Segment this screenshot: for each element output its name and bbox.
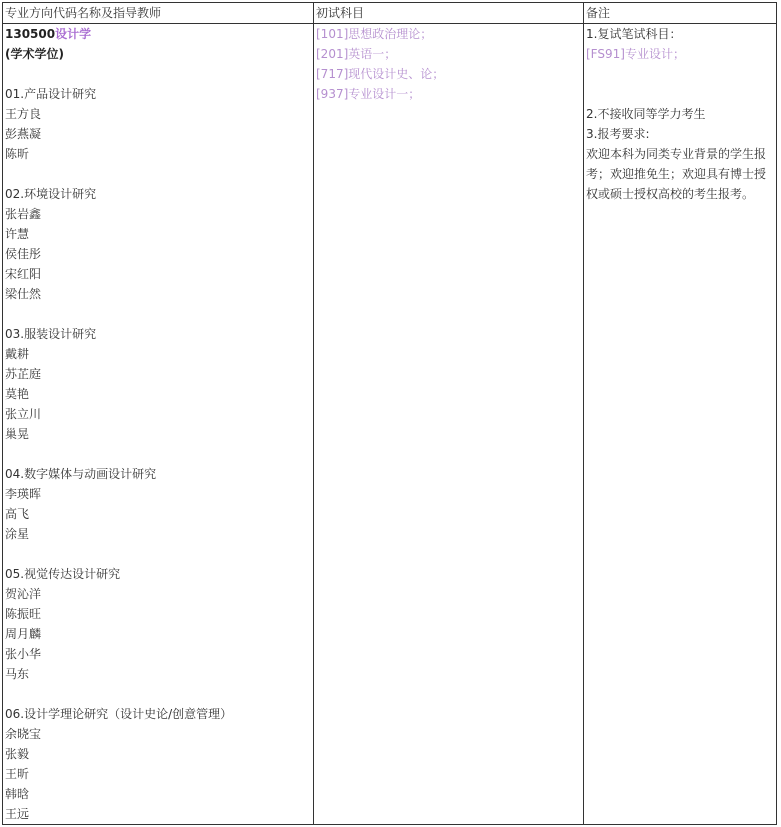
teacher-name: 张岩鑫 [5, 207, 42, 221]
direction-title: 06.设计学理论研究（设计史论/创意管理） [5, 707, 233, 721]
teacher-name: 王方良 [5, 107, 42, 121]
teacher-name: 陈振旺 [5, 607, 42, 621]
spacer [586, 84, 774, 104]
teacher-name: 周月麟 [5, 627, 42, 641]
teacher-name: 王昕 [5, 767, 30, 781]
exam-subject[interactable]: [101]思想政治理论； [316, 27, 433, 41]
teacher-name: 韩晗 [5, 787, 30, 801]
teacher-name: 侯佳彤 [5, 247, 42, 261]
spacer [5, 164, 311, 184]
teacher-name: 陈昕 [5, 147, 30, 161]
teacher-name: 彭燕凝 [5, 127, 42, 141]
teacher-name: 苏芷庭 [5, 367, 42, 381]
direction-cell [3, 24, 314, 825]
header-remarks: 备注 [584, 3, 777, 24]
teacher-name: 王远 [5, 807, 30, 821]
retest-subject: [FS91]专业设计； [586, 47, 685, 61]
exam-subject[interactable]: [717]现代设计史、论； [316, 67, 445, 81]
teacher-name: 宋红阳 [5, 267, 42, 281]
teacher-name: 贺沁洋 [5, 587, 42, 601]
teacher-name: 巢晃 [5, 427, 30, 441]
direction-title: 04.数字媒体与动画设计研究 [5, 467, 157, 481]
direction-title: 02.环境设计研究 [5, 187, 97, 201]
spacer [5, 444, 311, 464]
major-degree: (学术学位) [5, 47, 64, 61]
teacher-name: 马东 [5, 667, 30, 681]
exam-subject[interactable]: [937]专业设计一； [316, 87, 421, 101]
teacher-name: 涂星 [5, 527, 30, 541]
spacer [5, 304, 311, 324]
spacer [586, 64, 774, 84]
body-row [3, 24, 777, 825]
teacher-name: 梁仕然 [5, 287, 42, 301]
direction-title: 03.服装设计研究 [5, 327, 97, 341]
remark-item-2: 2.不接收同等学力考生 [586, 107, 706, 121]
direction-title: 01.产品设计研究 [5, 87, 97, 101]
direction-title: 05.视觉传达设计研究 [5, 567, 121, 581]
spacer [5, 544, 311, 564]
teacher-name: 张毅 [5, 747, 30, 761]
header-row [3, 3, 777, 24]
header-direction: 专业方向代码名称及指导教师 [3, 3, 314, 24]
header-exam-subjects: 初试科目 [314, 3, 584, 24]
major-name: 设计学 [55, 27, 92, 41]
teacher-name: 莫艳 [5, 387, 30, 401]
remark-item-3-text: 欢迎本科为同类专业背景的学生报考；欢迎推免生；欢迎具有博士授权或硕士授权高校的考生报考。 [586, 147, 767, 201]
spacer [5, 64, 311, 84]
spacer [5, 684, 311, 704]
teacher-name: 李瑛晖 [5, 487, 42, 501]
remark-item-3-label: 3.报考要求: [586, 127, 650, 141]
teacher-name: 许慧 [5, 227, 30, 241]
teacher-name: 高飞 [5, 507, 30, 521]
teacher-name: 张立川 [5, 407, 42, 421]
program-table [2, 2, 777, 825]
teacher-name: 余晓宝 [5, 727, 42, 741]
exam-subject[interactable]: [201]英语一； [316, 47, 397, 61]
direction-list [5, 64, 311, 824]
remarks-cell [584, 24, 777, 825]
retest-label: 1.复试笔试科目： [586, 27, 682, 41]
major-line [5, 24, 311, 44]
exam-cell [314, 24, 584, 825]
teacher-name: 张小华 [5, 647, 42, 661]
major-code: 130500 [5, 27, 56, 41]
teacher-name: 戴耕 [5, 347, 30, 361]
exam-subject-list [316, 24, 581, 104]
